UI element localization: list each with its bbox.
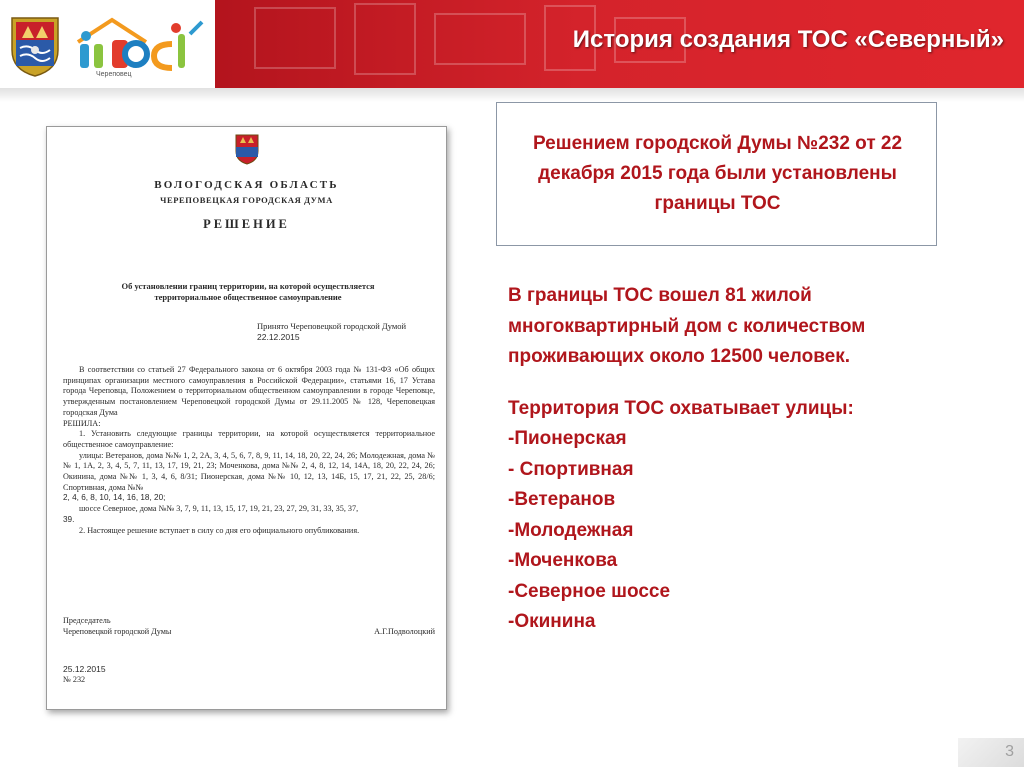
- decree-council: ЧЕРЕПОВЕЦКАЯ ГОРОДСКАЯ ДУМА: [160, 195, 333, 205]
- street-list: [508, 424, 968, 638]
- decree-subject: Об установлении границ территории, на которой осуществляется территориальное общественное самоуправление: [121, 281, 375, 302]
- spacer: [508, 373, 968, 394]
- decree-adopted: [257, 321, 437, 343]
- street-item: -Пионерская: [508, 428, 627, 449]
- decree-preamble: В соответствии со статьей 27 Федерального закона от 6 октября 2003 года № 131-ФЗ «Об общих принципах организации местного самоуправления в Российской Федерации», статьями 16, 17 Устава города Череповца, Положением о территориальном общественном самоуправлении в городе Череповце, утвержденным постановлением Череповецкой городской Думы от 29.11.2005 № 128, Череповецкая городская Дума: [63, 365, 435, 417]
- decree-body: [63, 365, 435, 536]
- decree-heading: РЕШЕНИЕ: [203, 217, 290, 231]
- decree-streets-d: 39.: [63, 514, 75, 524]
- decree-sign-title: Председатель: [63, 616, 111, 625]
- houses-text: В границы ТОС вошел 81 жилой многоквартирный дом с количеством проживающих около 12500 человек.: [508, 285, 866, 367]
- info-block: [508, 281, 968, 638]
- decree-adopted-by: Принято Череповецкой городской Думой: [257, 321, 407, 331]
- header-logos: [0, 0, 215, 88]
- streets-heading: Территория ТОС охватывает улицы:: [508, 397, 854, 419]
- decree-document: [46, 126, 447, 710]
- slide-number: 3: [1005, 743, 1014, 760]
- decree-item-2: 2. Настоящее решение вступает в силу со дня его официального опубликования.: [79, 525, 360, 535]
- callout-text: Решением городской Думы №232 от 22 декабря 2015 года были установлены границы ТОС: [532, 133, 903, 214]
- street-item: -Окинина: [508, 611, 596, 632]
- decree-date: 25.12.2015: [63, 664, 106, 674]
- tos-logo-icon: [72, 14, 208, 78]
- decree-emblem-icon: [234, 133, 260, 165]
- decree-sign-org: Череповецкой городской Думы: [63, 627, 172, 636]
- decree-streets-a: улицы: Ветеранов, дома №№ 1, 2, 2А, 3, 4, 5, 6, 7, 8, 9, 11, 14, 18, 20, 22, 24, 26; Молодежная, дома №№ 1, 1А, 2, 3, 4, 5, 7, 11, 13, 17, 19, 21, 23; Моченкова, дома №№ 2, 4, 8, 12, 14, 14А, 18, 20, 22, 24, 26; Окинина, дома №№ 1, 3, 4, 6, 8/31; Пионерская, дома №№ 10, 12, 13, 14Б, 15, 17, 21, 22, 25, 28/6; Спортивная, дома №№: [63, 450, 435, 492]
- decree-adopted-date: 22.12.2015: [257, 332, 300, 342]
- slide-number-box: [958, 738, 1024, 767]
- page-title: История создания ТОС «Северный»: [572, 26, 1004, 53]
- street-item: -Ветеранов: [508, 489, 616, 510]
- decree-number: № 232: [63, 675, 86, 684]
- city-coat-of-arms-icon: [8, 14, 62, 78]
- street-item: -Северное шоссе: [508, 580, 671, 602]
- decree-region: ВОЛОГОДСКАЯ ОБЛАСТЬ: [154, 179, 339, 191]
- decree-signer: А.Г.Подволоцкий: [374, 627, 435, 636]
- decree-streets-b: 2, 4, 6, 8, 10, 14, 16, 18, 20;: [63, 493, 166, 503]
- header-band: [215, 0, 1024, 88]
- tos-logo-caption: Череповец: [96, 71, 132, 78]
- decree-streets-c: шоссе Северное, дома №№ 3, 7, 9, 11, 13, 15, 17, 19, 21, 23, 27, 29, 31, 33, 35, 37,: [79, 504, 359, 514]
- header-shadow: [0, 88, 1024, 102]
- decree-resolved: РЕШИЛА:: [63, 418, 101, 428]
- decree-item-1: 1. Установить следующие границы территории, на которой осуществляется территориальное общественное самоуправление:: [63, 429, 435, 449]
- street-item: -Молодежная: [508, 519, 634, 541]
- street-item: - Спортивная: [508, 458, 634, 480]
- decree-signature-block: [63, 615, 435, 637]
- callout-box: [496, 102, 937, 246]
- street-item: -Моченкова: [508, 550, 618, 571]
